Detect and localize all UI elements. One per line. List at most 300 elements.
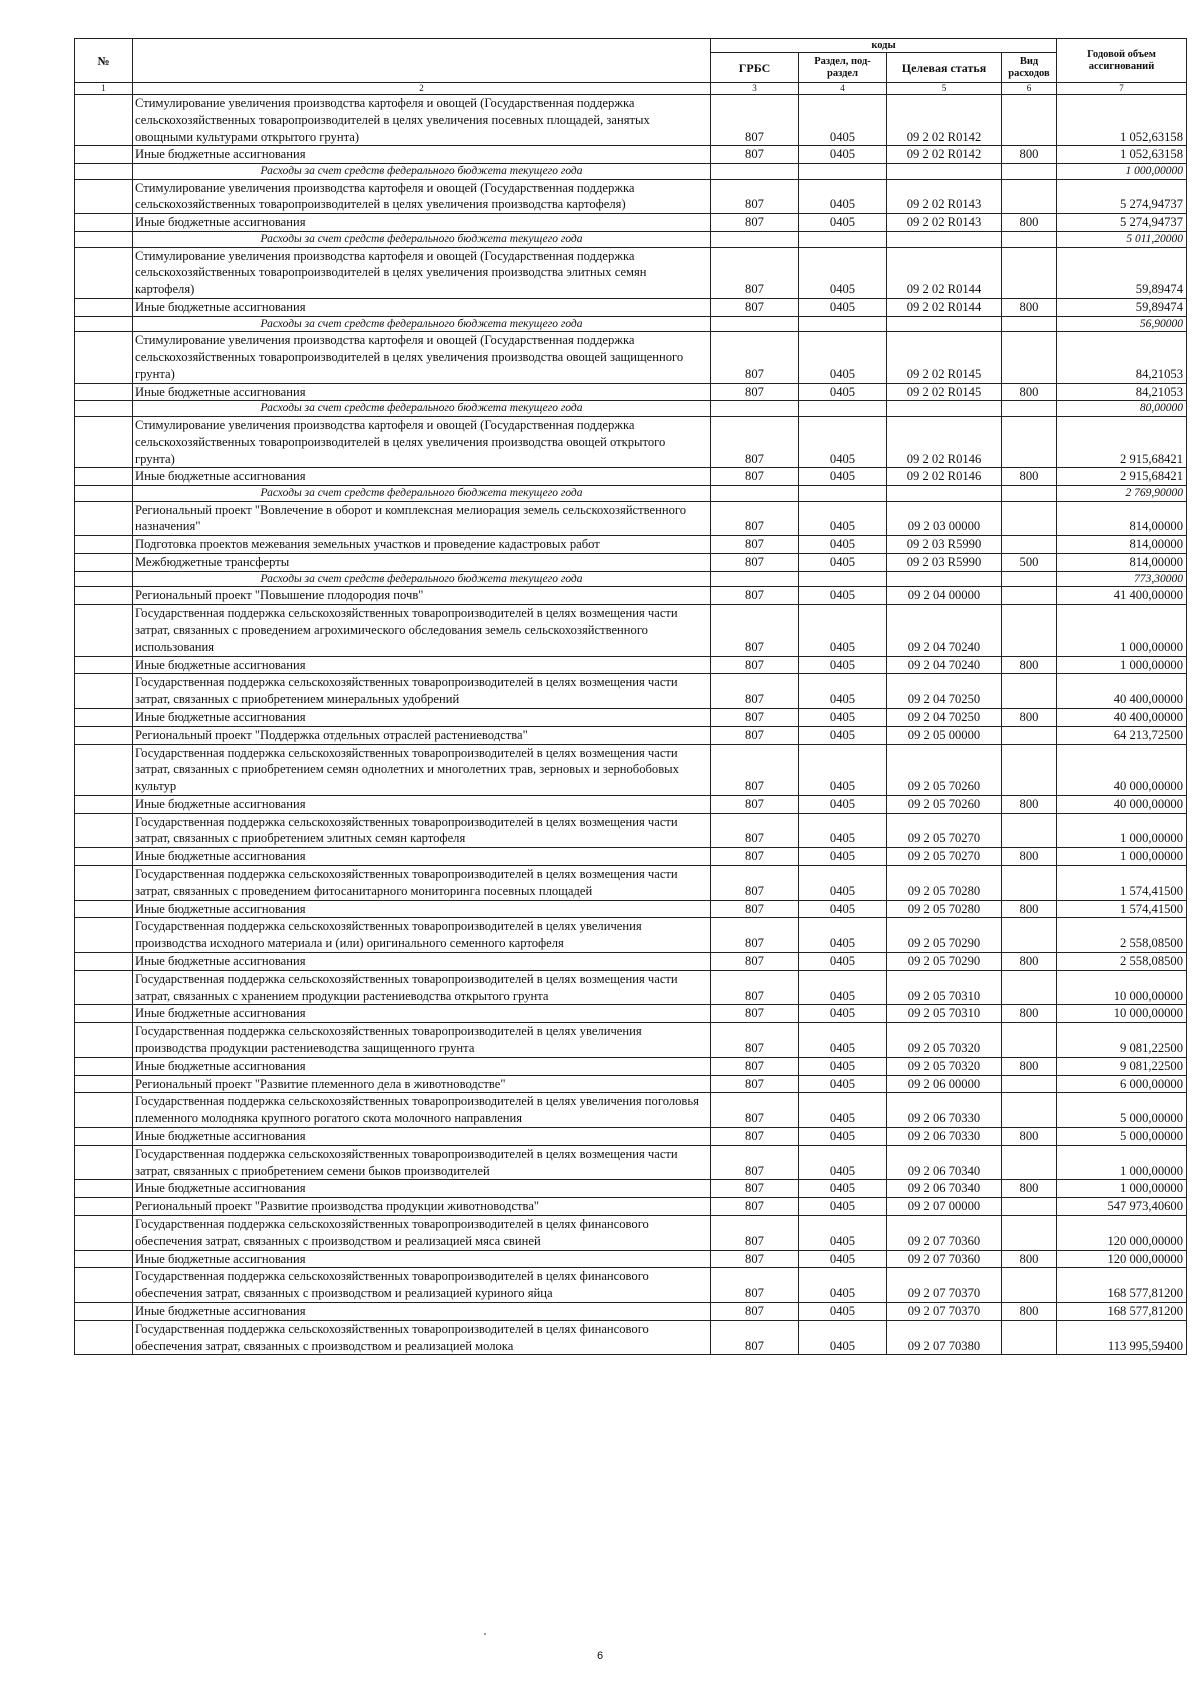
cell-target: 09 2 02 R0142: [887, 95, 1002, 146]
cell-number: [75, 501, 133, 536]
col-number: 7: [1057, 83, 1187, 95]
col-number: 1: [75, 83, 133, 95]
cell-number: [75, 1128, 133, 1146]
cell-grbs: 807: [711, 1128, 799, 1146]
cell-amount: 773,30000: [1057, 571, 1187, 587]
cell-razdel: 0405: [799, 674, 887, 709]
cell-target: 09 2 07 70380: [887, 1320, 1002, 1355]
cell-target: [887, 401, 1002, 417]
cell-amount: 2 915,68421: [1057, 416, 1187, 467]
cell-amount: 120 000,00000: [1057, 1250, 1187, 1268]
budget-table: [74, 38, 1187, 1355]
cell-number: [75, 383, 133, 401]
header-target: Целевая статья: [887, 53, 1002, 83]
cell-grbs: 807: [711, 501, 799, 536]
cell-razdel: 0405: [799, 1005, 887, 1023]
table-row: [75, 587, 1187, 605]
cell-name: Государственная поддержка сельскохозяйственных товаропроизводителей в целях финансового обеспечения затрат, связанных с производством и реализацией молока: [133, 1320, 711, 1355]
cell-amount: 9 081,22500: [1057, 1023, 1187, 1058]
cell-name: Подготовка проектов межевания земельных участков и проведение кадастровых работ: [133, 536, 711, 554]
cell-grbs: 807: [711, 848, 799, 866]
cell-razdel: 0405: [799, 953, 887, 971]
cell-vid: [1002, 501, 1057, 536]
cell-grbs: 807: [711, 708, 799, 726]
table-row: [75, 656, 1187, 674]
cell-grbs: 807: [711, 795, 799, 813]
table-row: [75, 383, 1187, 401]
cell-grbs: [711, 316, 799, 332]
cell-name: Иные бюджетные ассигнования: [133, 1128, 711, 1146]
cell-grbs: 807: [711, 298, 799, 316]
cell-grbs: 807: [711, 1093, 799, 1128]
cell-amount: 6 000,00000: [1057, 1075, 1187, 1093]
cell-name: Государственная поддержка сельскохозяйственных товаропроизводителей в целях финансового обеспечения затрат, связанных с производством и реализацией куриного яйца: [133, 1268, 711, 1303]
cell-grbs: 807: [711, 605, 799, 656]
table-row: [75, 1005, 1187, 1023]
cell-grbs: 807: [711, 536, 799, 554]
cell-name: Государственная поддержка сельскохозяйственных товаропроизводителей в целях возмещения части затрат, связанных с хранением продукции растениеводства открытого грунта: [133, 970, 711, 1005]
cell-vid: 500: [1002, 554, 1057, 572]
cell-razdel: 0405: [799, 1216, 887, 1251]
cell-number: [75, 918, 133, 953]
cell-name: Иные бюджетные ассигнования: [133, 1250, 711, 1268]
cell-target: 09 2 05 70310: [887, 970, 1002, 1005]
table-row: [75, 1057, 1187, 1075]
cell-name: Региональный проект "Развитие племенного дела в животноводстве": [133, 1075, 711, 1093]
cell-amount: 10 000,00000: [1057, 970, 1187, 1005]
table-row: [75, 795, 1187, 813]
cell-razdel: 0405: [799, 1198, 887, 1216]
cell-amount: 40 400,00000: [1057, 674, 1187, 709]
cell-razdel: 0405: [799, 554, 887, 572]
cell-razdel: 0405: [799, 866, 887, 901]
table-row: [75, 953, 1187, 971]
table-row: [75, 605, 1187, 656]
cell-vid: 800: [1002, 1180, 1057, 1198]
cell-number: [75, 1320, 133, 1355]
cell-number: [75, 744, 133, 795]
cell-number: [75, 1268, 133, 1303]
cell-name: Стимулирование увеличения производства картофеля и овощей (Государственная поддержка сельскохозяйственных товаропроизводителей в целях увеличения производства картофеля): [133, 179, 711, 214]
cell-razdel: [799, 316, 887, 332]
cell-grbs: 807: [711, 95, 799, 146]
cell-target: 09 2 04 70240: [887, 656, 1002, 674]
cell-name: Иные бюджетные ассигнования: [133, 1057, 711, 1075]
cell-grbs: 807: [711, 468, 799, 486]
cell-name: Региональный проект "Развитие производства продукции животноводства": [133, 1198, 711, 1216]
cell-amount: 2 558,08500: [1057, 953, 1187, 971]
cell-vid: 800: [1002, 708, 1057, 726]
cell-amount: 5 000,00000: [1057, 1093, 1187, 1128]
cell-number: [75, 536, 133, 554]
cell-vid: [1002, 416, 1057, 467]
table-row: [75, 900, 1187, 918]
cell-razdel: 0405: [799, 1023, 887, 1058]
cell-razdel: 0405: [799, 214, 887, 232]
cell-number: [75, 316, 133, 332]
cell-target: 09 2 02 R0146: [887, 416, 1002, 467]
cell-number: [75, 587, 133, 605]
cell-name: Расходы за счет средств федерального бюджета текущего года: [133, 164, 711, 180]
cell-vid: [1002, 536, 1057, 554]
cell-target: 09 2 05 70320: [887, 1023, 1002, 1058]
cell-vid: [1002, 726, 1057, 744]
cell-vid: [1002, 1320, 1057, 1355]
cell-name: Государственная поддержка сельскохозяйственных товаропроизводителей в целях возмещения части затрат, связанных с приобретением элитных семян картофеля: [133, 813, 711, 848]
cell-target: 09 2 05 70260: [887, 744, 1002, 795]
cell-name: Государственная поддержка сельскохозяйственных товаропроизводителей в целях увеличения производства продукции растениеводства защищенного грунта: [133, 1023, 711, 1058]
cell-grbs: 807: [711, 332, 799, 383]
cell-target: 09 2 07 00000: [887, 1198, 1002, 1216]
table-row: [75, 1268, 1187, 1303]
cell-grbs: 807: [711, 1180, 799, 1198]
cell-name: Региональный проект "Повышение плодородия почв": [133, 587, 711, 605]
cell-grbs: 807: [711, 866, 799, 901]
cell-target: [887, 571, 1002, 587]
cell-name: Региональный проект "Поддержка отдельных отраслей растениеводства": [133, 726, 711, 744]
cell-name: Государственная поддержка сельскохозяйственных товаропроизводителей в целях возмещения части затрат, связанных с приобретением семени быков производителей: [133, 1145, 711, 1180]
table-row: [75, 813, 1187, 848]
cell-target: 09 2 02 R0145: [887, 383, 1002, 401]
cell-razdel: 0405: [799, 247, 887, 298]
cell-vid: 800: [1002, 1250, 1057, 1268]
cell-amount: 5 011,20000: [1057, 232, 1187, 248]
cell-vid: [1002, 1268, 1057, 1303]
cell-number: [75, 247, 133, 298]
federal-funds-row: [75, 571, 1187, 587]
cell-razdel: 0405: [799, 813, 887, 848]
scan-speck: [484, 1633, 486, 1635]
cell-name: Расходы за счет средств федерального бюджета текущего года: [133, 486, 711, 502]
cell-grbs: [711, 486, 799, 502]
cell-amount: 814,00000: [1057, 501, 1187, 536]
cell-vid: 800: [1002, 1128, 1057, 1146]
cell-amount: 40 000,00000: [1057, 795, 1187, 813]
cell-grbs: 807: [711, 587, 799, 605]
table-row: [75, 1250, 1187, 1268]
table-row: [75, 1216, 1187, 1251]
cell-target: 09 2 06 70330: [887, 1128, 1002, 1146]
cell-grbs: 807: [711, 1023, 799, 1058]
table-row: [75, 146, 1187, 164]
cell-razdel: 0405: [799, 468, 887, 486]
cell-razdel: 0405: [799, 146, 887, 164]
table-row: [75, 214, 1187, 232]
cell-grbs: 807: [711, 214, 799, 232]
cell-target: 09 2 04 70250: [887, 708, 1002, 726]
cell-grbs: [711, 232, 799, 248]
cell-number: [75, 1303, 133, 1321]
cell-target: 09 2 07 70370: [887, 1303, 1002, 1321]
cell-grbs: 807: [711, 179, 799, 214]
header-name: [133, 39, 711, 83]
cell-grbs: 807: [711, 813, 799, 848]
cell-name: Государственная поддержка сельскохозяйственных товаропроизводителей в целях увеличения поголовья племенного молодняка крупного рогатого скота молочного направления: [133, 1093, 711, 1128]
cell-razdel: [799, 571, 887, 587]
cell-target: 09 2 05 70310: [887, 1005, 1002, 1023]
cell-grbs: 807: [711, 953, 799, 971]
cell-number: [75, 708, 133, 726]
cell-razdel: 0405: [799, 605, 887, 656]
cell-vid: 800: [1002, 656, 1057, 674]
header-razdel: Раздел, под-раздел: [799, 53, 887, 83]
cell-grbs: 807: [711, 674, 799, 709]
cell-amount: 84,21053: [1057, 383, 1187, 401]
cell-target: 09 2 03 R5990: [887, 536, 1002, 554]
cell-name: Расходы за счет средств федерального бюджета текущего года: [133, 316, 711, 332]
cell-amount: 1 000,00000: [1057, 1145, 1187, 1180]
cell-name: Иные бюджетные ассигнования: [133, 1180, 711, 1198]
cell-number: [75, 332, 133, 383]
cell-number: [75, 1093, 133, 1128]
cell-amount: 5 000,00000: [1057, 1128, 1187, 1146]
cell-vid: [1002, 970, 1057, 1005]
cell-target: 09 2 05 70320: [887, 1057, 1002, 1075]
federal-funds-row: [75, 401, 1187, 417]
cell-vid: [1002, 1145, 1057, 1180]
table-row: [75, 1320, 1187, 1355]
cell-razdel: [799, 401, 887, 417]
cell-razdel: 0405: [799, 1180, 887, 1198]
cell-number: [75, 900, 133, 918]
cell-number: [75, 232, 133, 248]
cell-razdel: 0405: [799, 1075, 887, 1093]
cell-name: Государственная поддержка сельскохозяйственных товаропроизводителей в целях возмещения части затрат, связанных с проведением фитосанитарного мониторинга посевных площадей: [133, 866, 711, 901]
cell-vid: [1002, 1198, 1057, 1216]
cell-target: 09 2 05 70270: [887, 813, 1002, 848]
cell-target: 09 2 07 70370: [887, 1268, 1002, 1303]
cell-vid: [1002, 1075, 1057, 1093]
cell-grbs: 807: [711, 726, 799, 744]
header-no: №: [75, 39, 133, 83]
cell-target: 09 2 04 70250: [887, 674, 1002, 709]
cell-vid: [1002, 605, 1057, 656]
cell-amount: 1 000,00000: [1057, 1180, 1187, 1198]
cell-razdel: 0405: [799, 1145, 887, 1180]
cell-razdel: 0405: [799, 1128, 887, 1146]
cell-target: 09 2 03 R5990: [887, 554, 1002, 572]
cell-grbs: 807: [711, 247, 799, 298]
cell-number: [75, 1005, 133, 1023]
cell-vid: [1002, 1023, 1057, 1058]
cell-vid: 800: [1002, 848, 1057, 866]
col-number: 2: [133, 83, 711, 95]
cell-number: [75, 468, 133, 486]
cell-name: Государственная поддержка сельскохозяйственных товаропроизводителей в целях возмещения части затрат, связанных с приобретением минеральных удобрений: [133, 674, 711, 709]
cell-target: 09 2 05 70280: [887, 866, 1002, 901]
cell-name: Иные бюджетные ассигнования: [133, 953, 711, 971]
table-row: [75, 179, 1187, 214]
header-vid: Вид расходов: [1002, 53, 1057, 83]
cell-grbs: 807: [711, 554, 799, 572]
cell-number: [75, 953, 133, 971]
cell-vid: [1002, 674, 1057, 709]
table-row: [75, 95, 1187, 146]
cell-target: 09 2 05 70260: [887, 795, 1002, 813]
cell-amount: 40 000,00000: [1057, 744, 1187, 795]
cell-target: 09 2 05 70290: [887, 918, 1002, 953]
cell-razdel: 0405: [799, 95, 887, 146]
cell-razdel: [799, 486, 887, 502]
table-row: [75, 708, 1187, 726]
cell-grbs: 807: [711, 1216, 799, 1251]
cell-name: Иные бюджетные ассигнования: [133, 656, 711, 674]
cell-grbs: 807: [711, 1198, 799, 1216]
cell-amount: 64 213,72500: [1057, 726, 1187, 744]
cell-vid: 800: [1002, 468, 1057, 486]
cell-target: 09 2 02 R0146: [887, 468, 1002, 486]
cell-target: 09 2 02 R0144: [887, 298, 1002, 316]
table-row: [75, 726, 1187, 744]
table-row: [75, 1198, 1187, 1216]
cell-razdel: 0405: [799, 1268, 887, 1303]
cell-number: [75, 813, 133, 848]
cell-amount: 80,00000: [1057, 401, 1187, 417]
cell-name: Стимулирование увеличения производства картофеля и овощей (Государственная поддержка сельскохозяйственных товаропроизводителей в целях увеличения посевных площадей, занятых овощными культурами открытого грунта): [133, 95, 711, 146]
cell-number: [75, 848, 133, 866]
table-row: [75, 554, 1187, 572]
cell-amount: 814,00000: [1057, 536, 1187, 554]
federal-funds-row: [75, 164, 1187, 180]
cell-razdel: 0405: [799, 1250, 887, 1268]
cell-number: [75, 298, 133, 316]
cell-vid: [1002, 486, 1057, 502]
cell-number: [75, 1198, 133, 1216]
cell-amount: 59,89474: [1057, 298, 1187, 316]
cell-grbs: 807: [711, 970, 799, 1005]
cell-target: 09 2 06 70340: [887, 1145, 1002, 1180]
cell-name: Иные бюджетные ассигнования: [133, 383, 711, 401]
cell-name: Государственная поддержка сельскохозяйственных товаропроизводителей в целях возмещения части затрат, связанных с приобретением семян однолетних и многолетних трав, зерновых и зернобобовых культур: [133, 744, 711, 795]
cell-amount: 1 000,00000: [1057, 848, 1187, 866]
cell-name: Иные бюджетные ассигнования: [133, 1005, 711, 1023]
cell-number: [75, 674, 133, 709]
cell-amount: 40 400,00000: [1057, 708, 1187, 726]
cell-name: Стимулирование увеличения производства картофеля и овощей (Государственная поддержка сельскохозяйственных товаропроизводителей в целях увеличения производства овощей открытого грунта): [133, 416, 711, 467]
cell-number: [75, 554, 133, 572]
cell-name: Расходы за счет средств федерального бюджета текущего года: [133, 401, 711, 417]
cell-grbs: 807: [711, 744, 799, 795]
cell-name: Государственная поддержка сельскохозяйственных товаропроизводителей в целях увеличения производства исходного материала и (или) оригинального семенного картофеля: [133, 918, 711, 953]
cell-target: 09 2 02 R0143: [887, 214, 1002, 232]
cell-vid: 800: [1002, 1303, 1057, 1321]
cell-grbs: 807: [711, 1145, 799, 1180]
table-row: [75, 1128, 1187, 1146]
cell-name: Расходы за счет средств федерального бюджета текущего года: [133, 232, 711, 248]
table-row: [75, 674, 1187, 709]
cell-grbs: 807: [711, 1075, 799, 1093]
cell-vid: [1002, 587, 1057, 605]
cell-amount: 120 000,00000: [1057, 1216, 1187, 1251]
cell-name: Иные бюджетные ассигнования: [133, 146, 711, 164]
cell-name: Иные бюджетные ассигнования: [133, 795, 711, 813]
cell-razdel: 0405: [799, 179, 887, 214]
cell-name: Иные бюджетные ассигнования: [133, 298, 711, 316]
table-row: [75, 918, 1187, 953]
header-codes: коды: [711, 39, 1057, 53]
cell-target: 09 2 05 00000: [887, 726, 1002, 744]
cell-name: Иные бюджетные ассигнования: [133, 468, 711, 486]
table-row: [75, 1023, 1187, 1058]
cell-grbs: 807: [711, 1057, 799, 1075]
cell-vid: 800: [1002, 298, 1057, 316]
cell-target: 09 2 05 70280: [887, 900, 1002, 918]
cell-amount: 1 000,00000: [1057, 813, 1187, 848]
federal-funds-row: [75, 316, 1187, 332]
col-number: 6: [1002, 83, 1057, 95]
table-row: [75, 1093, 1187, 1128]
cell-vid: [1002, 744, 1057, 795]
cell-number: [75, 214, 133, 232]
cell-number: [75, 164, 133, 180]
cell-target: 09 2 07 70360: [887, 1216, 1002, 1251]
cell-razdel: 0405: [799, 970, 887, 1005]
cell-vid: 800: [1002, 214, 1057, 232]
cell-grbs: 807: [711, 1320, 799, 1355]
cell-number: [75, 146, 133, 164]
table-row: [75, 1145, 1187, 1180]
cell-vid: [1002, 813, 1057, 848]
cell-razdel: 0405: [799, 1303, 887, 1321]
cell-amount: 113 995,59400: [1057, 1320, 1187, 1355]
cell-number: [75, 571, 133, 587]
cell-vid: 800: [1002, 146, 1057, 164]
cell-name: Иные бюджетные ассигнования: [133, 848, 711, 866]
cell-razdel: 0405: [799, 536, 887, 554]
table-row: [75, 416, 1187, 467]
cell-grbs: [711, 401, 799, 417]
table-row: [75, 468, 1187, 486]
cell-name: Стимулирование увеличения производства картофеля и овощей (Государственная поддержка сельскохозяйственных товаропроизводителей в целях увеличения производства элитных семян картофеля): [133, 247, 711, 298]
cell-vid: [1002, 316, 1057, 332]
cell-name: Межбюджетные трансферты: [133, 554, 711, 572]
cell-amount: 84,21053: [1057, 332, 1187, 383]
federal-funds-row: [75, 486, 1187, 502]
cell-amount: 168 577,81200: [1057, 1268, 1187, 1303]
cell-amount: 1 000,00000: [1057, 605, 1187, 656]
cell-number: [75, 1145, 133, 1180]
cell-vid: [1002, 247, 1057, 298]
table-row: [75, 970, 1187, 1005]
cell-razdel: 0405: [799, 726, 887, 744]
col-number: 4: [799, 83, 887, 95]
cell-vid: [1002, 164, 1057, 180]
cell-name: Региональный проект "Вовлечение в оборот и комплексная мелиорация земель сельскохозяйственного назначения": [133, 501, 711, 536]
cell-name: Государственная поддержка сельскохозяйственных товаропроизводителей в целях возмещения части затрат, связанных с проведением агрохимического обследования земель сельскохозяйственного использования: [133, 605, 711, 656]
cell-target: 09 2 05 70270: [887, 848, 1002, 866]
cell-target: 09 2 06 00000: [887, 1075, 1002, 1093]
table-row: [75, 1180, 1187, 1198]
cell-number: [75, 401, 133, 417]
cell-number: [75, 656, 133, 674]
cell-amount: 2 915,68421: [1057, 468, 1187, 486]
cell-grbs: 807: [711, 146, 799, 164]
cell-target: [887, 232, 1002, 248]
col-number: 3: [711, 83, 799, 95]
cell-target: [887, 316, 1002, 332]
cell-razdel: 0405: [799, 900, 887, 918]
cell-name: Расходы за счет средств федерального бюджета текущего года: [133, 571, 711, 587]
federal-funds-row: [75, 232, 1187, 248]
cell-target: 09 2 06 70340: [887, 1180, 1002, 1198]
cell-grbs: 807: [711, 656, 799, 674]
cell-razdel: 0405: [799, 656, 887, 674]
cell-number: [75, 179, 133, 214]
cell-amount: 56,90000: [1057, 316, 1187, 332]
cell-grbs: 807: [711, 1250, 799, 1268]
cell-amount: 168 577,81200: [1057, 1303, 1187, 1321]
cell-amount: 2 558,08500: [1057, 918, 1187, 953]
